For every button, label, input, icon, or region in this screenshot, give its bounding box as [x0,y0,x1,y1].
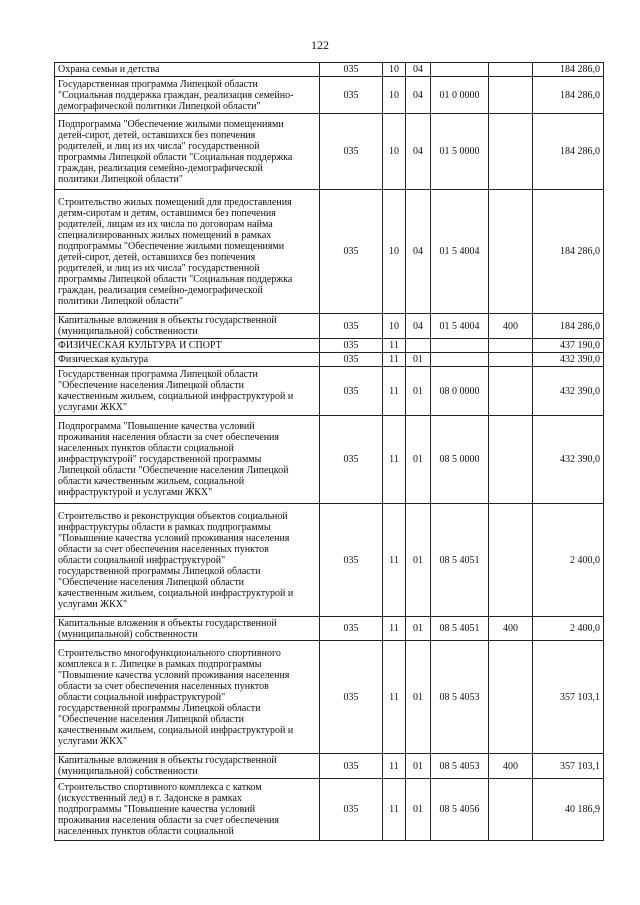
target-article-cell: 01 0 0000 [431,77,489,114]
row-name-cell: Капитальные вложения в объекты государственной (муниципальной) собственности [55,617,320,641]
table-row [55,314,604,339]
table-row [55,114,604,190]
expense-type-cell [489,339,533,353]
row-name-cell: Физическая культура [55,353,320,367]
target-article-cell: 01 5 0000 [431,114,489,190]
table-row [55,617,604,641]
amount-cell: 184 286,0 [533,77,604,114]
target-article-cell: 08 5 4056 [431,779,489,841]
subsection-code-cell [406,339,431,353]
section-code-cell: 11 [383,617,406,641]
row-name-cell: Подпрограмма "Обеспечение жилыми помещениями детей-сирот, детей, оставшихся без попечения родителей, и лиц из их числа" государственной программы Липецкой области "Социальная поддержка граждан, реализация семейно-демографической политики Липецкой области" [55,114,320,190]
subsection-code-cell: 01 [406,504,431,617]
table-row [55,339,604,353]
amount-cell: 184 286,0 [533,63,604,77]
amount-cell: 2 400,0 [533,617,604,641]
subsection-code-cell: 01 [406,641,431,754]
table-row [55,367,604,416]
expense-type-cell [489,77,533,114]
target-article-cell: 08 5 4053 [431,641,489,754]
target-article-cell: 08 5 4051 [431,504,489,617]
target-article-cell: 08 5 0000 [431,416,489,504]
grbs-code-cell: 035 [320,353,383,367]
page-number: 122 [311,38,329,52]
section-code-cell: 11 [383,779,406,841]
amount-cell: 184 286,0 [533,114,604,190]
section-code-cell: 11 [383,641,406,754]
grbs-code-cell: 035 [320,416,383,504]
table-row [55,754,604,779]
section-code-cell: 11 [383,339,406,353]
expense-type-cell [489,190,533,314]
table-row [55,416,604,504]
expense-type-cell: 400 [489,617,533,641]
amount-cell: 432 390,0 [533,353,604,367]
subsection-code-cell: 01 [406,416,431,504]
grbs-code-cell: 035 [320,114,383,190]
grbs-code-cell: 035 [320,339,383,353]
amount-cell: 184 286,0 [533,190,604,314]
target-article-cell: 01 5 4004 [431,314,489,339]
subsection-code-cell: 04 [406,190,431,314]
subsection-code-cell: 01 [406,754,431,779]
subsection-code-cell: 04 [406,114,431,190]
amount-cell: 357 103,1 [533,754,604,779]
grbs-code-cell: 035 [320,754,383,779]
subsection-code-cell: 01 [406,617,431,641]
row-name-cell: Строительство многофункционального спортивного комплекса в г. Липецке в рамках подпрограммы "Повышение качества условий проживания населения области за счет обеспечения населенных пунктов области социальной инфраструктурой" государственной программы Липецкой области "Обеспечение населения Липецкой области качественным жильем, социальной инфраструктурой и услугами ЖКХ" [55,641,320,754]
target-article-cell: 08 0 0000 [431,367,489,416]
subsection-code-cell: 01 [406,353,431,367]
target-article-cell [431,63,489,77]
row-name-cell: ФИЗИЧЕСКАЯ КУЛЬТУРА И СПОРТ [55,339,320,353]
target-article-cell: 01 5 4004 [431,190,489,314]
row-name-cell: Государственная программа Липецкой области "Обеспечение населения Липецкой области качественным жильем, социальной инфраструктурой и услугами ЖКХ" [55,367,320,416]
expense-type-cell [489,114,533,190]
table-row [55,63,604,77]
section-code-cell: 10 [383,314,406,339]
table-row [55,504,604,617]
expense-type-cell: 400 [489,314,533,339]
amount-cell: 432 390,0 [533,367,604,416]
section-code-cell: 11 [383,416,406,504]
expense-type-cell [489,367,533,416]
row-name-cell: Подпрограмма "Повышение качества условий проживания населения области за счет обеспечения населенных пунктов области социальной инфраструктурой" государственной программы Липецкой области "Обеспечение населения Липецкой области качественным жильем, социальной инфраструктурой и услугами ЖКХ" [55,416,320,504]
section-code-cell: 10 [383,190,406,314]
amount-cell: 2 400,0 [533,504,604,617]
grbs-code-cell: 035 [320,77,383,114]
target-article-cell [431,353,489,367]
subsection-code-cell: 04 [406,63,431,77]
table-row [55,190,604,314]
target-article-cell: 08 5 4053 [431,754,489,779]
budget-table [54,62,604,841]
section-code-cell: 10 [383,63,406,77]
expense-type-cell [489,353,533,367]
row-name-cell: Строительство и реконструкция объектов социальной инфраструктуры области в рамках подпрограммы "Повышение качества условий проживания населения области за счет обеспечения населенных пунктов области социальной инфраструктурой" государственной программы Липецкой области "Обеспечение населения Липецкой области качественным жильем, социальной инфраструктурой и услугами ЖКХ" [55,504,320,617]
target-article-cell [431,339,489,353]
grbs-code-cell: 035 [320,779,383,841]
amount-cell: 437 190,0 [533,339,604,353]
expense-type-cell [489,416,533,504]
grbs-code-cell: 035 [320,190,383,314]
row-name-cell: Строительство жилых помещений для предоставления детям-сиротам и детям, оставшимся без попечения родителей, лицам из их числа по договорам найма специализированных жилых помещений в рамках подпрограммы "Обеспечение жилыми помещениями детей-сирот, детей, оставшихся без попечения родителей, и лиц из их числа" государственной программы Липецкой области "Социальная поддержка граждан, реализация семейно-демографической политики Липецкой области" [55,190,320,314]
table-row [55,353,604,367]
grbs-code-cell: 035 [320,63,383,77]
expense-type-cell [489,779,533,841]
amount-cell: 184 286,0 [533,314,604,339]
amount-cell: 357 103,1 [533,641,604,754]
subsection-code-cell: 01 [406,367,431,416]
subsection-code-cell: 04 [406,314,431,339]
grbs-code-cell: 035 [320,641,383,754]
subsection-code-cell: 04 [406,77,431,114]
grbs-code-cell: 035 [320,367,383,416]
section-code-cell: 10 [383,77,406,114]
table-row [55,779,604,841]
section-code-cell: 11 [383,754,406,779]
subsection-code-cell: 01 [406,779,431,841]
amount-cell: 432 390,0 [533,416,604,504]
target-article-cell: 08 5 4051 [431,617,489,641]
row-name-cell: Строительство спортивного комплекса с катком (искусственный лед) в г. Задонске в рамках подпрограммы "Повышение качества условий проживания населения области за счет обеспечения населенных пунктов области социальной [55,779,320,841]
expense-type-cell [489,641,533,754]
section-code-cell: 11 [383,504,406,617]
grbs-code-cell: 035 [320,504,383,617]
section-code-cell: 11 [383,367,406,416]
row-name-cell: Государственная программа Липецкой области "Социальная поддержка граждан, реализация семейно- демографической политики Липецкой области" [55,77,320,114]
expense-type-cell [489,63,533,77]
table-row [55,77,604,114]
section-code-cell: 11 [383,353,406,367]
section-code-cell: 10 [383,114,406,190]
grbs-code-cell: 035 [320,617,383,641]
expense-type-cell [489,504,533,617]
expense-type-cell: 400 [489,754,533,779]
table-row [55,641,604,754]
row-name-cell: Капитальные вложения в объекты государственной (муниципальной) собственности [55,754,320,779]
row-name-cell: Капитальные вложения в объекты государственной (муниципальной) собственности [55,314,320,339]
grbs-code-cell: 035 [320,314,383,339]
row-name-cell: Охрана семьи и детства [55,63,320,77]
amount-cell: 40 186,9 [533,779,604,841]
